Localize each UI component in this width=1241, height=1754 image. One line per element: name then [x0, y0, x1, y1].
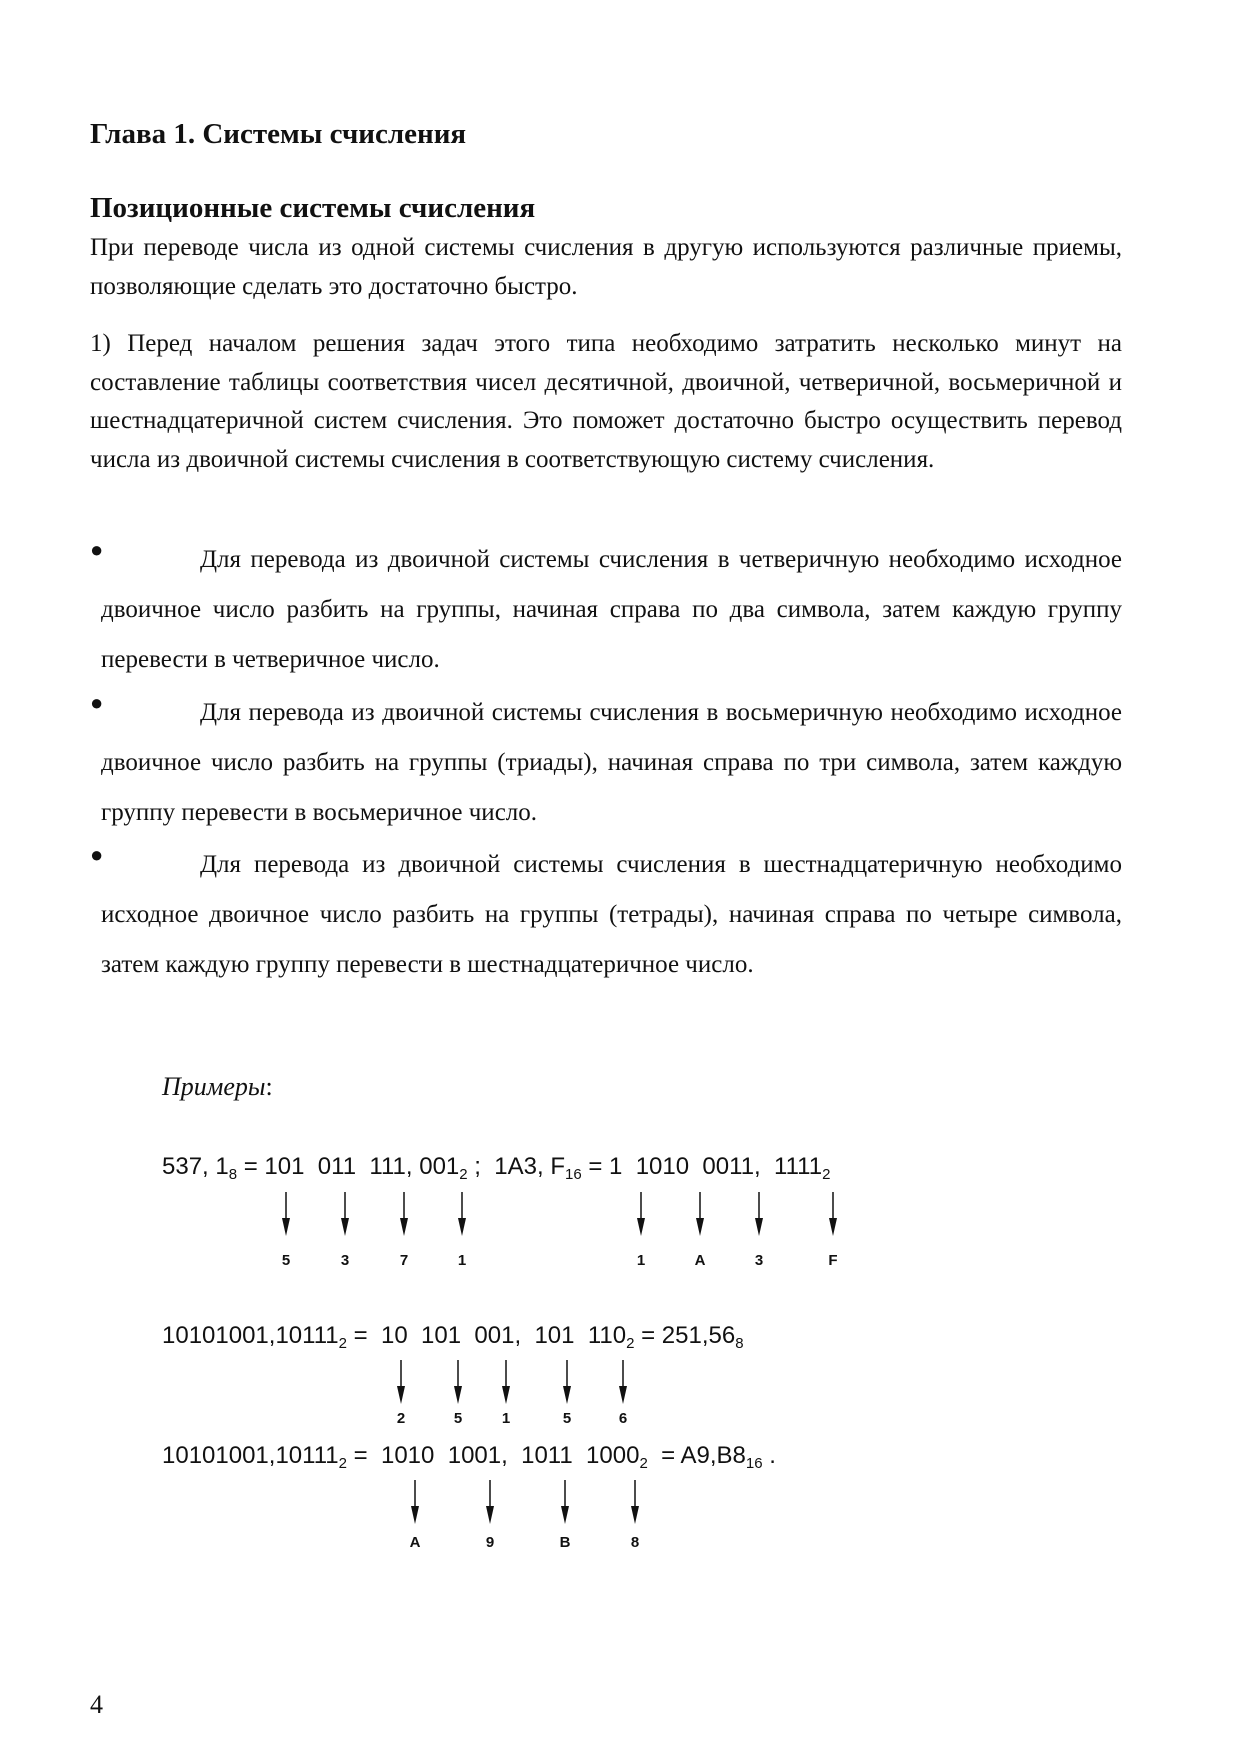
digit-label: A	[694, 1252, 706, 1269]
down-arrow-icon	[458, 1192, 466, 1236]
ex2-base: 2	[626, 1335, 635, 1352]
ex1-part: 537, 1	[162, 1153, 229, 1180]
ex1-part: = 101 011 111, 001	[237, 1153, 460, 1180]
ex3-base: 16	[745, 1455, 763, 1472]
ex3-part: 10101001,10111	[162, 1442, 339, 1469]
step-paragraph: 1) Перед началом решения задач этого типа необходимо затратить несколько минут на составление таблицы соответствия чисел десятичной, двоичной, четверичной, восьмеричной и шестнадцатеричной систем счисления. Это поможет достаточно быстро осуществить перевод числа из двоичной системы счисления в соответствующую систему счисления.	[90, 330, 1122, 473]
down-arrow-icon	[755, 1192, 763, 1236]
ex2-part: = 251,56	[634, 1322, 736, 1349]
ex3-base: 2	[639, 1455, 648, 1472]
down-arrow-icon	[631, 1480, 639, 1524]
digit-label: B	[559, 1534, 571, 1551]
ex3-part: = A9,B8	[647, 1442, 746, 1469]
ex2-part: 10101001,10111	[162, 1322, 339, 1349]
down-arrow-icon	[454, 1360, 462, 1404]
down-arrow-icon	[341, 1192, 349, 1236]
digit-label: 5	[453, 1410, 463, 1427]
bullet-icon: ●	[90, 842, 104, 867]
bullet-text: Для перевода из двоичной системы счисления в шестнадцатеричную необходимо исходное двоичное число разбить на группы (тетрады), начиная справа по четыре символа, затем каждую группу перевести в шестнадцатеричное число.	[101, 851, 1122, 978]
digit-label: 8	[630, 1534, 640, 1551]
digit-label: 5	[281, 1252, 291, 1269]
down-arrow-icon	[411, 1480, 419, 1524]
examples-label-colon: :	[265, 1072, 273, 1101]
digit-label: 7	[399, 1252, 409, 1269]
ex1-base: 16	[564, 1166, 582, 1183]
page-number: 4	[90, 1690, 103, 1719]
down-arrow-icon	[696, 1192, 704, 1236]
down-arrow-icon	[637, 1192, 645, 1236]
bullet-icon: ●	[90, 537, 104, 562]
digit-label: 9	[485, 1534, 495, 1551]
example-3-equation	[162, 1442, 776, 1470]
section-title: Позиционные системы счисления	[90, 192, 536, 224]
down-arrow-icon	[486, 1480, 494, 1524]
ex3-part: .	[762, 1442, 776, 1469]
down-arrow-icon	[400, 1192, 408, 1236]
digit-label: F	[828, 1252, 838, 1269]
ex1-base: 2	[822, 1166, 831, 1183]
bullet-icon: ●	[90, 690, 104, 715]
ex1-base: 2	[459, 1166, 468, 1183]
chapter-title: Глава 1. Системы счисления	[90, 118, 467, 150]
examples-label-text: Примеры	[162, 1072, 266, 1101]
digit-label: 1	[501, 1410, 511, 1427]
down-arrow-icon	[829, 1192, 837, 1236]
down-arrow-icon	[397, 1360, 405, 1404]
ex1-part: = 1 1010 0011, 1111	[581, 1153, 823, 1180]
ex1-base: 8	[228, 1166, 238, 1183]
digit-label: 1	[636, 1252, 646, 1269]
down-arrow-icon	[502, 1360, 510, 1404]
digit-label: 3	[340, 1252, 350, 1269]
digit-label: 1	[457, 1252, 467, 1269]
digit-label: 2	[396, 1410, 406, 1427]
digit-label: 5	[562, 1410, 572, 1427]
example-1-equation	[162, 1153, 830, 1181]
digit-label: 3	[754, 1252, 764, 1269]
down-arrow-icon	[619, 1360, 627, 1404]
digit-label: 6	[618, 1410, 628, 1427]
digit-label: A	[409, 1534, 421, 1551]
ex1-part: ; 1A3, F	[467, 1153, 565, 1180]
bullet-text: Для перевода из двоичной системы счисления в четверичную необходимо исходное двоичное число разбить на группы, начиная справа по два символа, затем каждую группу перевести в четверичное число.	[101, 546, 1122, 673]
down-arrow-icon	[561, 1480, 569, 1524]
ex3-part: = 1010 1001, 1011 1000	[346, 1442, 640, 1469]
ex3-base: 2	[338, 1455, 347, 1472]
ex2-part: = 10 101 001, 101 110	[346, 1322, 627, 1349]
bullet-text: Для перевода из двоичной системы счисления в восьмеричную необходимо исходное двоичное число разбить на группы (триады), начиная справа по три символа, затем каждую группу перевести в восьмеричное число.	[101, 699, 1122, 826]
down-arrow-icon	[282, 1192, 290, 1236]
ex2-base: 8	[735, 1335, 744, 1352]
example-2-equation	[162, 1322, 744, 1350]
examples-label	[162, 1072, 273, 1102]
ex2-base: 2	[338, 1335, 347, 1352]
intro-paragraph: При переводе числа из одной системы счисления в другую используются различные приемы, позволяющие сделать это достаточно быстро.	[90, 234, 1122, 300]
down-arrow-icon	[563, 1360, 571, 1404]
